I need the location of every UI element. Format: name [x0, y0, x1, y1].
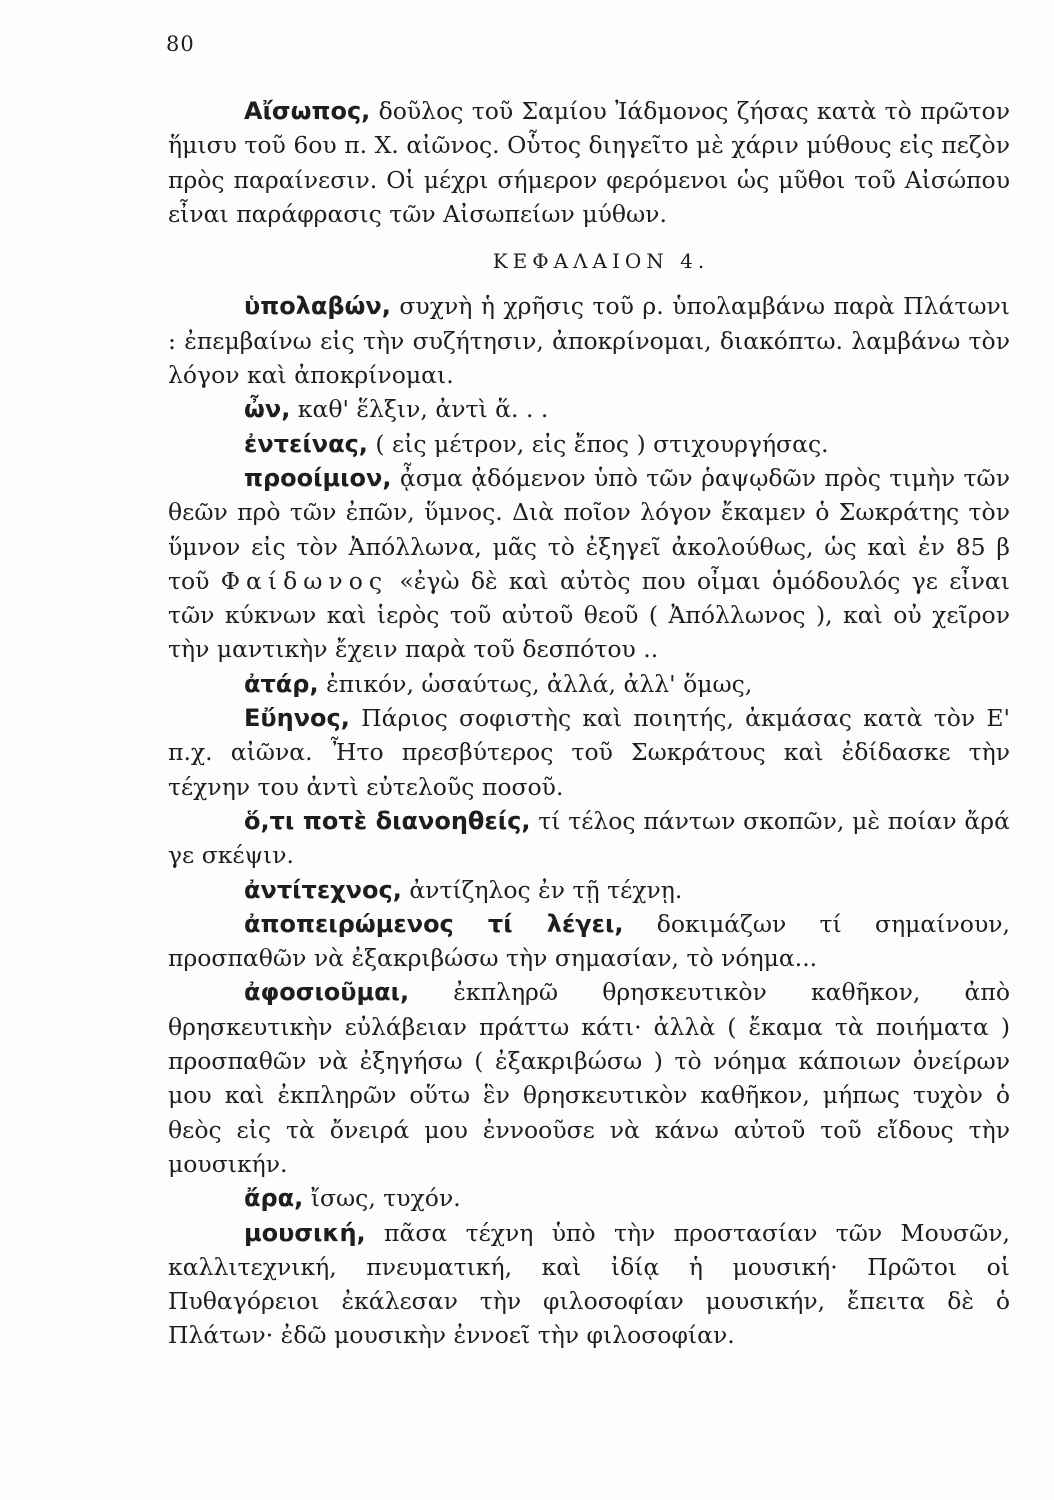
- glossary-entry: [168, 975, 1010, 1181]
- entry-text: δοκιμάζων τί σημαίνουν, προσπαθῶν νὰ ἐξακριβώσω τὴν σημασίαν, τὸ νόημα...: [168, 909, 1010, 973]
- glossary-entry: [168, 427, 1010, 461]
- entry-term: ἄρα,: [244, 1184, 304, 1213]
- glossary-entry: [168, 907, 1010, 976]
- entry-text: ᾆσμα ᾀδόμενον ὑπὸ τῶν ῥαψῳδῶν πρὸς τιμὴν τῶν θεῶν πρὸ τῶν ἐπῶν, ὕμνος. Διὰ ποῖον λόγον ἔκαμεν ὁ Σωκράτης τὸν ὕμνον εἰς τὸν Ἀπόλλωνα, μᾶς τὸ ἐξηγεῖ ἀκολούθως, ὡς καὶ ἐν 85 β τοῦ: [168, 463, 1010, 595]
- chapter-heading: ΚΕΦΑΛΑΙΟΝ 4.: [492, 249, 710, 274]
- page-body: [168, 94, 1010, 1353]
- entry-term: ὅ,τι ποτὲ διανοηθείς,: [244, 806, 531, 835]
- entry-text: Πάριος σοφιστὴς καὶ ποιητής, ἀκμάσας κατὰ τὸν Ε' π.χ. αἰῶνα. Ἦτο πρεσβύτερος τοῦ Σωκράτους καὶ ἐδίδασκε τὴν τέχνην του ἀντὶ εὐτελοῦς ποσοῦ.: [168, 704, 1010, 801]
- entry-text: ἴσως, τυχόν.: [303, 1184, 461, 1213]
- glossary-entry: [168, 1216, 1010, 1353]
- glossary-entry: [168, 1181, 1010, 1215]
- intro-paragraph: [168, 94, 1010, 231]
- entry-term: Αἴσωπος,: [244, 97, 371, 125]
- entry-term: ὦν,: [244, 395, 291, 424]
- glossary-entry: [168, 392, 1010, 426]
- entry-text: ἀντίζηλος ἐν τῇ τέχνῃ.: [401, 875, 683, 904]
- page-number: 80: [166, 32, 195, 56]
- entry-text: συχνὴ ἡ χρῆσις τοῦ ρ. ὑπολαμβάνω παρὰ Πλάτωνι : ἐπεμβαίνω εἰς τὴν συζήτησιν, ἀποκρίνομαι, διακόπτω. λαμβάνω τὸν λόγον καὶ ἀποκρίνομαι.: [168, 292, 1010, 390]
- entry-text: ἐκπληρῶ θρησκευτικὸν καθῆκον, ἀπὸ θρησκευτικὴν εὐλάβειαν πράττω κάτι· ἀλλὰ ( ἔκαμα τὰ ποιήματα ) προσπαθῶν νὰ ἐξηγήσω ( ἐξακριβώσω ) τὸ νόημα κάποιων ὀνείρων μου καὶ ἐκπληρῶν οὕτω ἓν θρησκευτικὸν καθῆκον, μήπως τυχὸν ὁ θεὸς εἰς τὰ ὄνειρά μου ἐννοοῦσε νὰ κάνω αὐτοῦ τοῦ εἴδους τὴν μουσικήν.: [168, 978, 1010, 1178]
- entry-term: ἐντείνας,: [244, 429, 368, 458]
- entry-term: ἀφοσιοῦμαι,: [244, 978, 410, 1007]
- glossary-entry: [168, 667, 1010, 701]
- entry-text: δοῦλος τοῦ Σαμίου Ἰάδμονος ζήσας κατὰ τὸ πρῶτον ἥμισυ τοῦ 6ου π. Χ. αἰῶνος. Οὗτος διηγεῖτο μὲ χάριν μύθους εἰς πεζὸν πρὸς παραίνεσιν. Οἱ μέχρι σήμερον φερόμενοι ὡς μῦθοι τοῦ Αἰσώπου εἶναι παράφρασις τῶν Αἰσωπείων μύθων.: [168, 97, 1010, 228]
- entry-term: ἀποπειρώμενος τί λέγει,: [244, 909, 624, 938]
- glossary-entry: [168, 461, 1010, 667]
- entry-text-continued: «ἐγὼ δὲ καὶ αὐτὸς που οἶμαι ὁμόδουλός γε εἶναι τῶν κύκνων καὶ ἱερὸς τοῦ αὐτοῦ θεοῦ ( Ἀπόλλωνος ), καὶ οὐ χεῖρον τὴν μαντικὴν ἔχειν παρὰ τοῦ δεσπότου ..: [168, 566, 1011, 664]
- glossary-entry: [168, 873, 1010, 907]
- glossary-entry: [168, 804, 1010, 873]
- work-title: Φαίδωνος: [220, 566, 389, 595]
- entry-text: ( εἰς μέτρον, εἰς ἔπος ) στιχουργήσας.: [367, 429, 829, 458]
- entry-term: προοίμιον,: [244, 463, 392, 492]
- entry-term: ἀντίτεχνος,: [244, 875, 402, 904]
- entry-text: πᾶσα τέχνη ὑπὸ τὴν προστασίαν τῶν Μουσῶν, καλλιτεχνική, πνευματική, καὶ ἰδίᾳ ἡ μουσική· Πρῶτοι οἱ Πυθαγόρειοι ἐκάλεσαν τὴν φιλοσοφίαν μουσικήν, ἔπειτα δὲ ὁ Πλάτων· ἐδῶ μουσικὴν ἐννοεῖ τὴν φιλοσοφίαν.: [168, 1218, 1010, 1350]
- entry-term: Εὔηνος,: [244, 704, 350, 733]
- entry-text: τί τέλος πάντων σκοπῶν, μὲ ποίαν ἄρά γε σκέψιν.: [168, 806, 1010, 870]
- glossary-entry: [168, 701, 1010, 804]
- entry-term: ἀτάρ,: [244, 669, 319, 698]
- entry-term: ὑπολαβών,: [244, 292, 391, 321]
- glossary-entry: [168, 289, 1010, 392]
- entry-term: μουσική,: [244, 1218, 366, 1247]
- entry-text: ἐπικόν, ὡσαύτως, ἀλλά, ἀλλ' ὅμως,: [318, 669, 753, 698]
- entry-text: καθ' ἕλξιν, ἀντὶ ἅ. . .: [290, 395, 549, 424]
